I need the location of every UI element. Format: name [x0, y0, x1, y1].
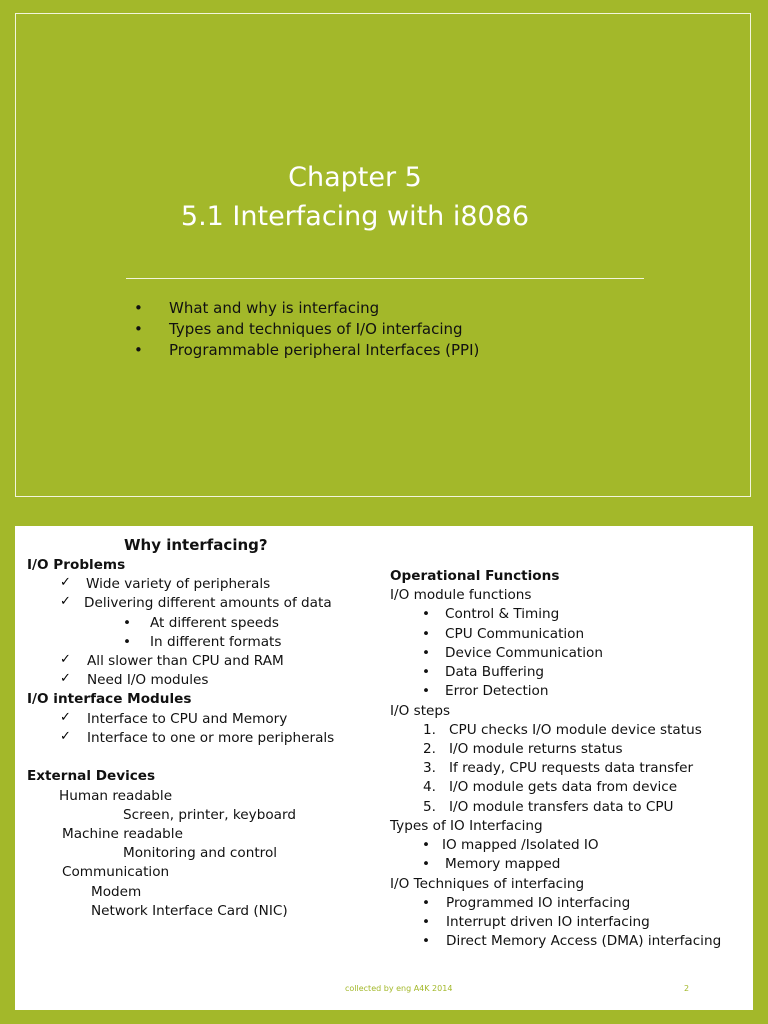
- bullet-icon: •: [422, 895, 431, 911]
- bullet-icon: •: [123, 634, 132, 650]
- list-item: Communication: [62, 864, 170, 880]
- check-icon: ✓: [60, 671, 71, 686]
- list-item: I/O steps: [390, 703, 451, 719]
- list-item: CPU checks I/O module device status: [449, 722, 702, 738]
- bullet-icon: •: [422, 683, 431, 699]
- title-slide: Chapter 5 5.1 Interfacing with i8086 • What and why is interfacing • Types and techniques of I/O interfacing • Programmable peripheral Interfaces (PPI): [15, 13, 751, 497]
- list-item: Machine readable: [62, 826, 183, 842]
- list-item: Modem: [91, 884, 142, 900]
- list-item: I/O module gets data from device: [449, 779, 678, 795]
- list-item: All slower than CPU and RAM: [87, 653, 284, 669]
- list-item: Control & Timing: [445, 606, 560, 622]
- list-item: Data Buffering: [445, 664, 545, 680]
- io-problems-heading: I/O Problems: [27, 557, 126, 573]
- bullet-icon: •: [422, 933, 431, 949]
- bullet-icon: •: [422, 664, 431, 680]
- bullet-icon: •: [422, 645, 431, 661]
- list-item: I/O Techniques of interfacing: [390, 876, 585, 892]
- list-item: Programmed IO interfacing: [446, 895, 631, 911]
- list-item: Memory mapped: [445, 856, 561, 872]
- check-icon: ✓: [60, 710, 71, 725]
- bullet-icon: •: [422, 626, 431, 642]
- operational-functions-heading: Operational Functions: [390, 568, 560, 584]
- list-number: 5.: [423, 799, 436, 815]
- list-item: I/O module functions: [390, 587, 532, 603]
- list-number: 4.: [423, 779, 436, 795]
- check-icon: ✓: [60, 729, 71, 744]
- list-number: 2.: [423, 741, 436, 757]
- list-item: Direct Memory Access (DMA) interfacing: [446, 933, 722, 949]
- external-devices-heading: External Devices: [27, 768, 156, 784]
- bullet-icon: •: [422, 856, 431, 872]
- list-item: Types of IO Interfacing: [390, 818, 543, 834]
- list-item: Interface to CPU and Memory: [87, 711, 288, 727]
- list-item: Screen, printer, keyboard: [123, 807, 296, 823]
- chapter-title: Chapter 5: [288, 162, 422, 193]
- divider: [126, 278, 644, 279]
- list-item: Delivering different amounts of data: [84, 595, 332, 611]
- list-item: CPU Communication: [445, 626, 585, 642]
- list-item: Monitoring and control: [123, 845, 278, 861]
- section-title: 5.1 Interfacing with i8086: [180, 201, 530, 232]
- list-item: Human readable: [59, 788, 173, 804]
- check-icon: ✓: [60, 594, 71, 609]
- slide-heading: Why interfacing?: [124, 536, 268, 554]
- list-item: I/O module transfers data to CPU: [449, 799, 674, 815]
- list-item: Interface to one or more peripherals: [87, 730, 335, 746]
- list-item: At different speeds: [150, 615, 279, 631]
- content-slide: [15, 526, 753, 1010]
- list-item: In different formats: [150, 634, 282, 650]
- list-item: If ready, CPU requests data transfer: [449, 760, 694, 776]
- list-item: Error Detection: [445, 683, 549, 699]
- page-number: 2: [684, 984, 690, 993]
- modules-heading: I/O interface Modules: [27, 691, 192, 707]
- list-item: Need I/O modules: [87, 672, 209, 688]
- bullet-icon: •: [422, 837, 431, 853]
- check-icon: ✓: [60, 652, 71, 667]
- list-item: IO mapped /Isolated IO: [442, 837, 599, 853]
- list-number: 1.: [423, 722, 436, 738]
- list-item: Interrupt driven IO interfacing: [446, 914, 650, 930]
- list-item: I/O module returns status: [449, 741, 623, 757]
- bullet-icon: •: [422, 606, 431, 622]
- check-icon: ✓: [60, 575, 71, 590]
- list-number: 3.: [423, 760, 436, 776]
- list-item: Wide variety of peripherals: [86, 576, 271, 592]
- footer-credit: collected by eng A4K 2014: [345, 984, 453, 993]
- list-item: Network Interface Card (NIC): [91, 903, 288, 919]
- bullet-icon: •: [123, 615, 132, 631]
- list-item: Device Communication: [445, 645, 603, 661]
- bullet-icon: •: [422, 914, 431, 930]
